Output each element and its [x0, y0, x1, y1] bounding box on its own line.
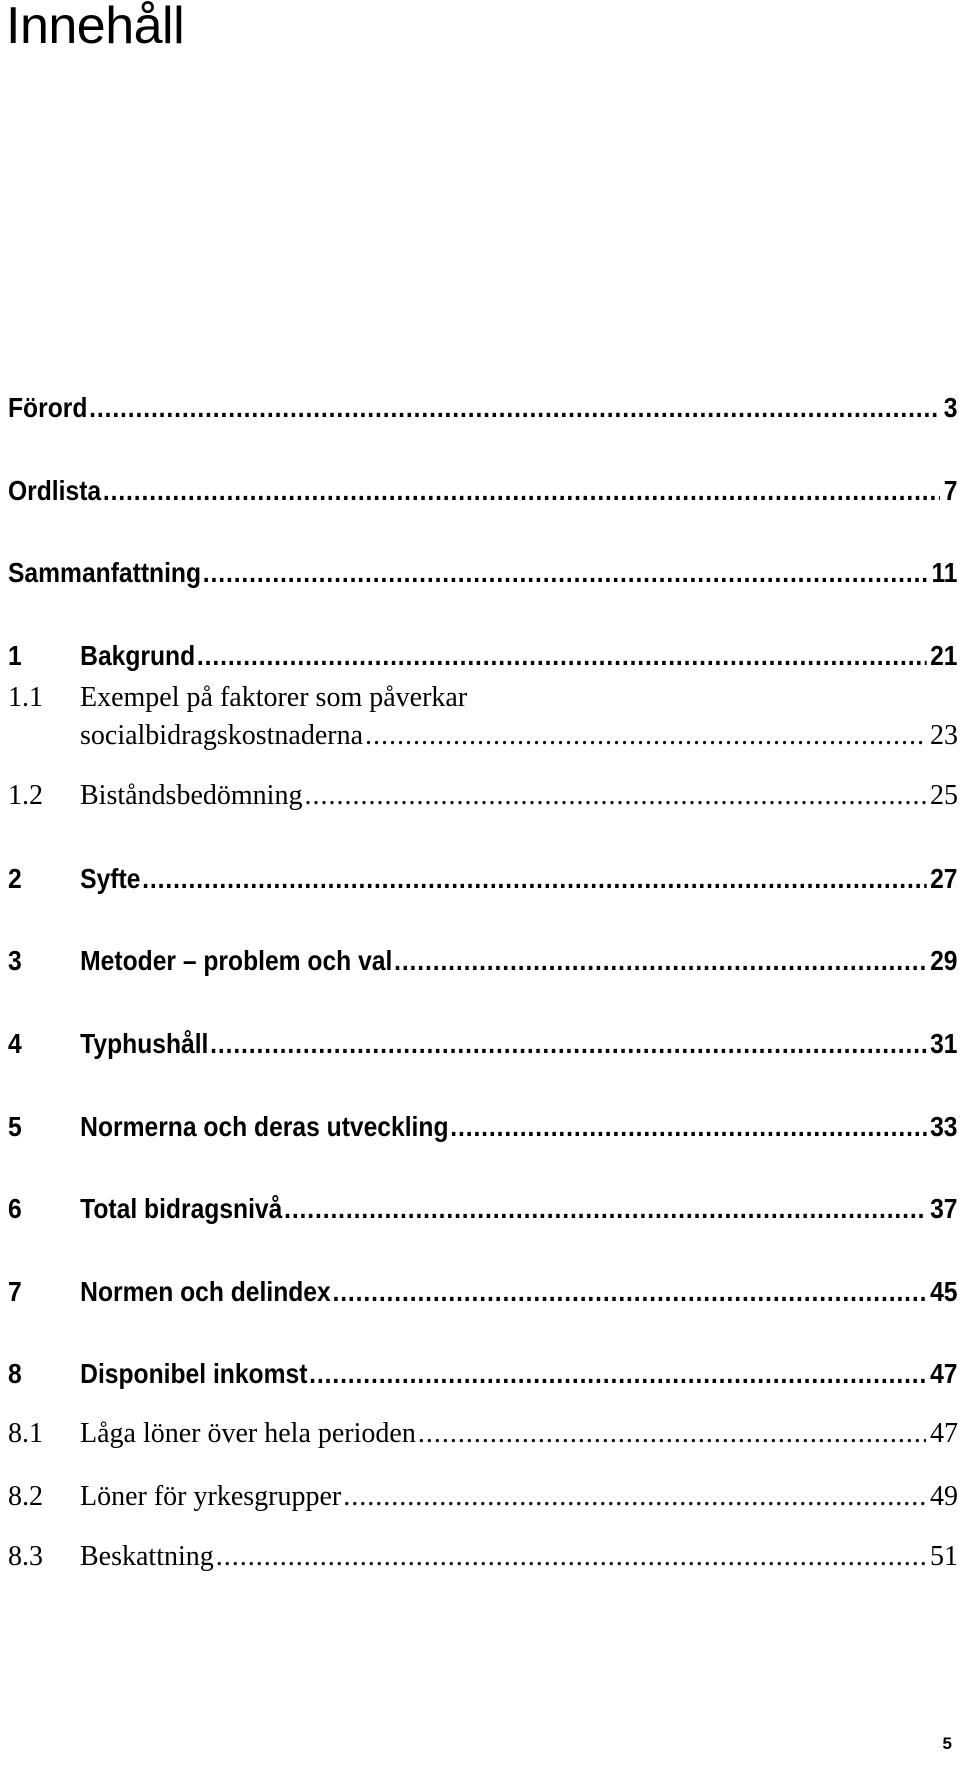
toc-entry-1-bakgrund[interactable]: [8, 640, 958, 672]
toc-entry-3-metoder[interactable]: [8, 945, 958, 977]
page-title: Innehåll: [6, 0, 185, 55]
toc-entry-title: Biståndsbedömning: [80, 780, 303, 811]
dot-leader: [203, 557, 928, 589]
toc-entry-page: 29: [930, 945, 958, 976]
toc-entry-page: 21: [930, 640, 958, 671]
toc-entry-title: Exempel på faktorer som påverkar: [80, 682, 468, 713]
toc-entry-title: Typhushåll: [80, 1028, 209, 1059]
toc-entry-title: Syfte: [80, 863, 141, 894]
toc-entry-title: Löner för yrkesgrupper: [80, 1481, 342, 1512]
toc-entry-number: 2: [8, 863, 22, 894]
dot-leader: [284, 1193, 926, 1225]
toc-entry-title: Total bidragsnivå: [80, 1193, 283, 1224]
toc-entry-number: 6: [8, 1193, 22, 1224]
dot-leader: [418, 1418, 926, 1450]
toc-entry-page: 27: [930, 863, 958, 894]
dot-leader: [142, 863, 926, 895]
toc-entry-title: Normerna och deras utveckling: [80, 1111, 449, 1142]
toc-entry-number: 8: [8, 1358, 22, 1389]
toc-entry-title: Beskattning: [80, 1541, 214, 1572]
dot-leader: [304, 780, 926, 812]
toc-entry-page: 31: [930, 1028, 958, 1059]
dot-leader: [394, 945, 926, 977]
toc-entry-number: 8.2: [8, 1481, 43, 1512]
toc-entry-8-3[interactable]: [8, 1541, 958, 1573]
dot-leader: [450, 1111, 926, 1143]
toc-entry-7-normen[interactable]: [8, 1276, 958, 1308]
dot-leader: [103, 475, 940, 507]
dot-leader: [210, 1028, 926, 1060]
toc-entry-1-2[interactable]: [8, 780, 958, 812]
toc-entry-number: 7: [8, 1276, 22, 1307]
toc-entry-8-disponibel[interactable]: [8, 1358, 958, 1390]
dot-leader: [216, 1541, 926, 1573]
toc-entry-number: 1.2: [8, 780, 43, 811]
toc-entry-title: Normen och delindex: [80, 1276, 331, 1307]
toc-entry-title: Metoder – problem och val: [80, 945, 393, 976]
toc-entry-6-total-bidragsniva[interactable]: [8, 1193, 958, 1225]
toc-entry-page: 51: [930, 1541, 958, 1572]
toc-entry-page: 33: [930, 1111, 958, 1142]
dot-leader: [343, 1481, 926, 1513]
toc-entry-page: 7: [943, 475, 958, 506]
toc-entry-title: Förord: [8, 392, 88, 423]
dot-leader: [332, 1276, 926, 1308]
toc-entry-page: 25: [930, 780, 958, 811]
toc-entry-forord[interactable]: [8, 392, 958, 424]
toc-entry-title-continued: socialbidragskostnaderna: [80, 720, 364, 751]
dot-leader: [197, 640, 927, 672]
toc-entry-page: 45: [930, 1276, 958, 1307]
dot-leader: [365, 720, 926, 752]
toc-entry-title: Disponibel inkomst: [80, 1358, 308, 1389]
toc-entry-5-normerna[interactable]: [8, 1111, 958, 1143]
toc-entry-page: 11: [931, 557, 958, 588]
toc-entry-number: 1.1: [8, 682, 43, 713]
toc-entry-number: 8.3: [8, 1541, 43, 1572]
toc-entry-number: 4: [8, 1028, 22, 1059]
toc-entry-page: 3: [943, 392, 958, 423]
toc-entry-8-1[interactable]: [8, 1418, 958, 1450]
toc-entry-number: 1: [8, 640, 22, 671]
toc-entry-title: Sammanfattning: [8, 557, 202, 588]
toc-entry-page: 47: [930, 1418, 958, 1449]
toc-entry-number: 8.1: [8, 1418, 43, 1449]
toc-entry-sammanfattning[interactable]: [8, 557, 958, 589]
dot-leader: [309, 1358, 926, 1390]
toc-entry-title: Ordlista: [8, 475, 102, 506]
toc-entry-ordlista[interactable]: [8, 475, 958, 507]
toc-entry-page: 47: [930, 1358, 958, 1389]
toc-entry-1-1[interactable]: [8, 720, 958, 752]
toc-entry-1-1-line1: [8, 682, 958, 714]
toc-entry-page: 23: [930, 720, 958, 751]
toc-entry-number: 3: [8, 945, 22, 976]
toc-entry-4-typhushall[interactable]: [8, 1028, 958, 1060]
toc-entry-8-2[interactable]: [8, 1481, 958, 1513]
dot-leader: [89, 392, 940, 424]
toc-entry-number: 5: [8, 1111, 22, 1142]
toc-entry-page: 37: [930, 1193, 958, 1224]
toc-entry-title: Låga löner över hela perioden: [80, 1418, 416, 1449]
toc-entry-page: 49: [930, 1481, 958, 1512]
page-number: 5: [942, 1734, 952, 1753]
toc-entry-title: Bakgrund: [80, 640, 196, 671]
toc-entry-2-syfte[interactable]: [8, 863, 958, 895]
